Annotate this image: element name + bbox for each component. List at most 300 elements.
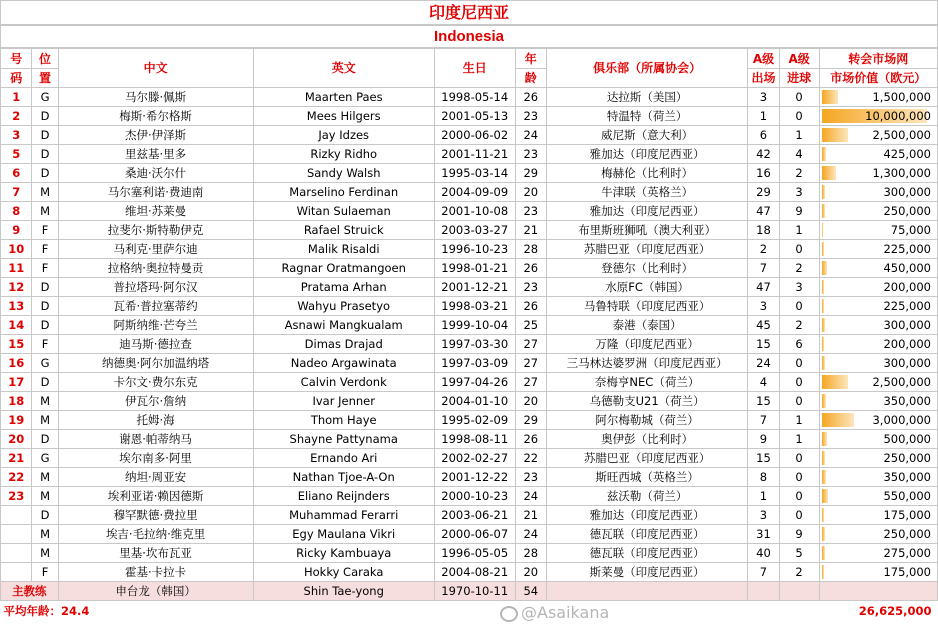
- footer-row: [1, 601, 938, 622]
- player-club: 登德尔（比利时）: [547, 259, 748, 278]
- player-chinese-name: 普拉塔玛·阿尔汉: [58, 278, 253, 297]
- player-apps: 1: [748, 107, 779, 126]
- player-row: [1, 164, 938, 183]
- value-text: 1,500,000: [872, 90, 931, 104]
- player-goals: 4: [779, 145, 819, 164]
- value-text: 225,000: [883, 242, 931, 256]
- player-number: 15: [1, 335, 32, 354]
- player-goals: 3: [779, 278, 819, 297]
- player-market-value: [819, 563, 938, 582]
- player-english-name: Egy Maulana Vikri: [253, 525, 434, 544]
- player-english-name: Marselino Ferdinan: [253, 183, 434, 202]
- player-rows: [1, 88, 938, 582]
- player-chinese-name: 杰伊·伊泽斯: [58, 126, 253, 145]
- value-bar: [822, 90, 838, 104]
- player-position: D: [32, 107, 58, 126]
- player-goals: 0: [779, 468, 819, 487]
- header-apps-2: 出场: [748, 69, 779, 88]
- value-text: 75,000: [890, 223, 931, 237]
- player-row: [1, 468, 938, 487]
- player-english-name: Dimas Drajad: [253, 335, 434, 354]
- value-text: 550,000: [883, 489, 931, 503]
- player-english-name: Muhammad Ferarri: [253, 506, 434, 525]
- player-market-value: [819, 373, 938, 392]
- player-market-value: [819, 449, 938, 468]
- player-number: 6: [1, 164, 32, 183]
- player-birthday: 1996-10-23: [434, 240, 515, 259]
- player-row: [1, 297, 938, 316]
- player-market-value: [819, 183, 938, 202]
- value-bar: [822, 261, 827, 275]
- player-row: [1, 430, 938, 449]
- value-bar: [822, 413, 854, 427]
- player-row: [1, 126, 938, 145]
- header-number-2: 码: [1, 69, 32, 88]
- player-apps: 45: [748, 316, 779, 335]
- value-bar: [822, 527, 825, 541]
- player-number: 14: [1, 316, 32, 335]
- value-bar: [822, 223, 823, 237]
- player-club: 兹沃勒（荷兰）: [547, 487, 748, 506]
- player-row: [1, 88, 938, 107]
- value-text: 200,000: [883, 337, 931, 351]
- watermark: [500, 603, 609, 622]
- player-english-name: Rizky Ridho: [253, 145, 434, 164]
- player-age: 24: [515, 525, 546, 544]
- player-age: 20: [515, 183, 546, 202]
- player-position: D: [32, 373, 58, 392]
- player-age: 23: [515, 145, 546, 164]
- player-club: 布里斯班狮吼（澳大利亚）: [547, 221, 748, 240]
- value-bar: [822, 375, 848, 389]
- player-english-name: Malik Risaldi: [253, 240, 434, 259]
- value-bar: [822, 546, 825, 560]
- player-position: G: [32, 354, 58, 373]
- player-apps: 24: [748, 354, 779, 373]
- player-position: D: [32, 297, 58, 316]
- player-english-name: Asnawi Mangkualam: [253, 316, 434, 335]
- coach-value-empty: [819, 582, 938, 601]
- value-bar: [822, 128, 848, 142]
- player-club: 斯莱曼（印度尼西亚）: [547, 563, 748, 582]
- player-position: G: [32, 88, 58, 107]
- player-birthday: 2000-10-23: [434, 487, 515, 506]
- value-text: 350,000: [883, 470, 931, 484]
- player-club: 阿尔梅勒城（荷兰）: [547, 411, 748, 430]
- player-goals: 2: [779, 259, 819, 278]
- player-birthday: 1999-10-04: [434, 316, 515, 335]
- player-chinese-name: 阿斯纳维·芒夸兰: [58, 316, 253, 335]
- player-age: 21: [515, 506, 546, 525]
- player-row: [1, 278, 938, 297]
- player-market-value: [819, 525, 938, 544]
- value-text: 2,500,000: [872, 375, 931, 389]
- player-position: D: [32, 506, 58, 525]
- player-birthday: 1998-08-11: [434, 430, 515, 449]
- player-goals: 0: [779, 88, 819, 107]
- player-club: 万隆（印度尼西亚）: [547, 335, 748, 354]
- player-goals: 2: [779, 316, 819, 335]
- value-text: 175,000: [883, 508, 931, 522]
- player-market-value: [819, 335, 938, 354]
- player-age: 20: [515, 563, 546, 582]
- player-birthday: 2004-01-10: [434, 392, 515, 411]
- player-english-name: Ricky Kambuaya: [253, 544, 434, 563]
- player-english-name: Mees Hilgers: [253, 107, 434, 126]
- player-english-name: Nadeo Argawinata: [253, 354, 434, 373]
- player-club: 达拉斯（美国）: [547, 88, 748, 107]
- value-bar: [822, 489, 828, 503]
- player-position: M: [32, 525, 58, 544]
- player-row: [1, 240, 938, 259]
- player-apps: 7: [748, 563, 779, 582]
- player-english-name: Rafael Struick: [253, 221, 434, 240]
- player-english-name: Ragnar Oratmangoen: [253, 259, 434, 278]
- player-goals: 9: [779, 202, 819, 221]
- player-apps: 47: [748, 202, 779, 221]
- player-row: [1, 544, 938, 563]
- player-row: [1, 449, 938, 468]
- sheet-subtitle: Indonesia: [0, 25, 938, 48]
- player-english-name: Ivar Jenner: [253, 392, 434, 411]
- header-english-name: 英文: [253, 49, 434, 88]
- player-chinese-name: 埃吉·毛拉纳·维克里: [58, 525, 253, 544]
- player-number: 17: [1, 373, 32, 392]
- player-market-value: [819, 107, 938, 126]
- player-birthday: 2001-05-13: [434, 107, 515, 126]
- value-text: 175,000: [883, 565, 931, 579]
- value-bar: [822, 185, 825, 199]
- value-bar: [822, 242, 824, 256]
- player-row: [1, 183, 938, 202]
- player-club: 牛津联（英格兰）: [547, 183, 748, 202]
- player-age: 27: [515, 354, 546, 373]
- player-club: 水原FC（韩国）: [547, 278, 748, 297]
- player-birthday: 1998-05-14: [434, 88, 515, 107]
- value-bar: [822, 280, 824, 294]
- player-position: M: [32, 411, 58, 430]
- coach-chinese-name: 申台龙（韩国）: [58, 582, 253, 601]
- player-chinese-name: 谢恩·帕蒂纳马: [58, 430, 253, 449]
- player-row: [1, 354, 938, 373]
- header-value-2: 市场价值（欧元）: [819, 69, 938, 88]
- player-row: [1, 373, 938, 392]
- player-apps: 2: [748, 240, 779, 259]
- player-market-value: [819, 392, 938, 411]
- player-goals: 1: [779, 126, 819, 145]
- value-text: 275,000: [883, 546, 931, 560]
- player-number: 2: [1, 107, 32, 126]
- player-birthday: 2001-12-21: [434, 278, 515, 297]
- player-chinese-name: 迪马斯·德拉查: [58, 335, 253, 354]
- player-number: 11: [1, 259, 32, 278]
- player-apps: 3: [748, 88, 779, 107]
- player-birthday: 2001-12-22: [434, 468, 515, 487]
- player-birthday: 2004-08-21: [434, 563, 515, 582]
- player-apps: 15: [748, 392, 779, 411]
- player-apps: 47: [748, 278, 779, 297]
- player-market-value: [819, 259, 938, 278]
- player-row: [1, 506, 938, 525]
- player-club: 乌德勒支U21（荷兰）: [547, 392, 748, 411]
- player-apps: 40: [748, 544, 779, 563]
- player-birthday: 2001-10-08: [434, 202, 515, 221]
- value-text: 200,000: [883, 280, 931, 294]
- player-position: F: [32, 335, 58, 354]
- player-number: 16: [1, 354, 32, 373]
- player-chinese-name: 桑迪·沃尔什: [58, 164, 253, 183]
- player-number: 13: [1, 297, 32, 316]
- player-number: 8: [1, 202, 32, 221]
- player-goals: 1: [779, 411, 819, 430]
- player-market-value: [819, 126, 938, 145]
- player-club: 马鲁特联（印度尼西亚）: [547, 297, 748, 316]
- player-market-value: [819, 468, 938, 487]
- player-club: 苏腊巴亚（印度尼西亚）: [547, 449, 748, 468]
- player-apps: 6: [748, 126, 779, 145]
- player-club: 奈梅亨NEC（荷兰）: [547, 373, 748, 392]
- player-position: D: [32, 430, 58, 449]
- player-birthday: 1997-03-30: [434, 335, 515, 354]
- player-birthday: 1995-02-09: [434, 411, 515, 430]
- player-number: 20: [1, 430, 32, 449]
- player-english-name: Pratama Arhan: [253, 278, 434, 297]
- footer-spacer: [434, 601, 819, 622]
- player-chinese-name: 瓦希·普拉塞蒂约: [58, 297, 253, 316]
- player-goals: 0: [779, 506, 819, 525]
- player-club: 德瓦联（印度尼西亚）: [547, 525, 748, 544]
- player-chinese-name: 梅斯·希尔格斯: [58, 107, 253, 126]
- player-market-value: [819, 487, 938, 506]
- value-bar: [822, 508, 824, 522]
- player-number: 1: [1, 88, 32, 107]
- player-club: 特温特（荷兰）: [547, 107, 748, 126]
- player-age: 28: [515, 544, 546, 563]
- value-text: 425,000: [883, 147, 931, 161]
- value-text: 300,000: [883, 185, 931, 199]
- player-english-name: Sandy Walsh: [253, 164, 434, 183]
- player-apps: 29: [748, 183, 779, 202]
- value-text: 250,000: [883, 204, 931, 218]
- player-chinese-name: 拉格纳·奥拉特曼贡: [58, 259, 253, 278]
- player-goals: 6: [779, 335, 819, 354]
- player-age: 27: [515, 373, 546, 392]
- player-row: [1, 525, 938, 544]
- header-age-2: 龄: [515, 69, 546, 88]
- player-row: [1, 259, 938, 278]
- player-position: M: [32, 202, 58, 221]
- player-club: 斯旺西城（英格兰）: [547, 468, 748, 487]
- player-chinese-name: 马尔滕·佩斯: [58, 88, 253, 107]
- player-number: 18: [1, 392, 32, 411]
- player-row: [1, 107, 938, 126]
- player-row: [1, 316, 938, 335]
- player-number: 9: [1, 221, 32, 240]
- value-bar: [822, 451, 825, 465]
- player-number: 22: [1, 468, 32, 487]
- header-goals: A级: [779, 49, 819, 69]
- player-position: D: [32, 145, 58, 164]
- player-goals: 1: [779, 430, 819, 449]
- player-position: D: [32, 126, 58, 145]
- player-age: 22: [515, 449, 546, 468]
- player-position: M: [32, 183, 58, 202]
- player-age: 26: [515, 430, 546, 449]
- player-english-name: Hokky Caraka: [253, 563, 434, 582]
- player-birthday: 2000-06-07: [434, 525, 515, 544]
- player-chinese-name: 纳德奥·阿尔加温纳塔: [58, 354, 253, 373]
- player-position: F: [32, 259, 58, 278]
- player-goals: 0: [779, 487, 819, 506]
- player-age: 25: [515, 316, 546, 335]
- player-apps: 15: [748, 449, 779, 468]
- player-birthday: 2004-09-09: [434, 183, 515, 202]
- coach-club-empty: [547, 582, 748, 601]
- player-market-value: [819, 164, 938, 183]
- player-english-name: Shayne Pattynama: [253, 430, 434, 449]
- player-position: M: [32, 392, 58, 411]
- player-market-value: [819, 506, 938, 525]
- player-birthday: 2002-02-27: [434, 449, 515, 468]
- player-chinese-name: 埃尔南多·阿里: [58, 449, 253, 468]
- player-goals: 0: [779, 449, 819, 468]
- player-market-value: [819, 88, 938, 107]
- player-birthday: 2000-06-02: [434, 126, 515, 145]
- player-birthday: 1997-04-26: [434, 373, 515, 392]
- player-age: 28: [515, 240, 546, 259]
- player-market-value: [819, 354, 938, 373]
- player-number: 5: [1, 145, 32, 164]
- player-chinese-name: 霍基·卡拉卡: [58, 563, 253, 582]
- player-birthday: 2003-06-21: [434, 506, 515, 525]
- player-apps: 1: [748, 487, 779, 506]
- player-position: M: [32, 544, 58, 563]
- player-age: 29: [515, 164, 546, 183]
- player-age: 23: [515, 468, 546, 487]
- weibo-icon: [500, 606, 518, 622]
- player-age: 21: [515, 221, 546, 240]
- player-english-name: Maarten Paes: [253, 88, 434, 107]
- player-goals: 1: [779, 221, 819, 240]
- watermark-text: @Asaikana: [521, 603, 610, 622]
- player-club: 苏腊巴亚（印度尼西亚）: [547, 240, 748, 259]
- player-number: 12: [1, 278, 32, 297]
- player-goals: 9: [779, 525, 819, 544]
- player-number: 7: [1, 183, 32, 202]
- sheet-title: 印度尼西亚: [0, 0, 938, 25]
- player-market-value: [819, 202, 938, 221]
- value-bar: [822, 337, 824, 351]
- value-text: 300,000: [883, 318, 931, 332]
- player-age: 23: [515, 107, 546, 126]
- player-row: [1, 335, 938, 354]
- coach-goals-empty: [779, 582, 819, 601]
- value-text: 1,300,000: [872, 166, 931, 180]
- player-apps: 16: [748, 164, 779, 183]
- player-apps: 42: [748, 145, 779, 164]
- player-market-value: [819, 544, 938, 563]
- player-market-value: [819, 411, 938, 430]
- value-bar: [822, 299, 824, 313]
- coach-birthday: 1970-10-11: [434, 582, 515, 601]
- value-bar: [822, 394, 826, 408]
- player-age: 26: [515, 88, 546, 107]
- header-position: 位: [32, 49, 58, 69]
- value-bar: [822, 166, 836, 180]
- player-club: 三马林达婆罗洲（印度尼西亚）: [547, 354, 748, 373]
- player-number: [1, 506, 32, 525]
- player-chinese-name: 埃利亚诺·赖因德斯: [58, 487, 253, 506]
- player-goals: 0: [779, 354, 819, 373]
- player-birthday: 1997-03-09: [434, 354, 515, 373]
- player-goals: 0: [779, 373, 819, 392]
- player-position: M: [32, 487, 58, 506]
- player-goals: 5: [779, 544, 819, 563]
- player-row: [1, 145, 938, 164]
- player-club: 雅加达（印度尼西亚）: [547, 202, 748, 221]
- player-chinese-name: 马利克·里萨尔迪: [58, 240, 253, 259]
- player-english-name: Jay Idzes: [253, 126, 434, 145]
- player-age: 24: [515, 487, 546, 506]
- player-club: 雅加达（印度尼西亚）: [547, 145, 748, 164]
- value-text: 225,000: [883, 299, 931, 313]
- total-value: 26,625,000: [858, 604, 932, 618]
- player-age: 23: [515, 202, 546, 221]
- value-bar: [822, 470, 826, 484]
- player-row: [1, 202, 938, 221]
- value-text: 350,000: [883, 394, 931, 408]
- player-position: G: [32, 449, 58, 468]
- header-age: 年: [515, 49, 546, 69]
- player-english-name: Witan Sulaeman: [253, 202, 434, 221]
- player-chinese-name: 里基·坎布瓦亚: [58, 544, 253, 563]
- player-market-value: [819, 430, 938, 449]
- header-value: 转会市场网: [819, 49, 938, 69]
- header-number: 号: [1, 49, 32, 69]
- value-bar: [822, 318, 825, 332]
- player-number: 21: [1, 449, 32, 468]
- player-number: [1, 544, 32, 563]
- coach-english-name: Shin Tae-yong: [253, 582, 434, 601]
- header-goals-2: 进球: [779, 69, 819, 88]
- player-position: F: [32, 563, 58, 582]
- player-apps: 8: [748, 468, 779, 487]
- player-age: 24: [515, 126, 546, 145]
- player-age: 20: [515, 392, 546, 411]
- header-chinese-name: 中文: [58, 49, 253, 88]
- squad-table: [0, 48, 938, 621]
- player-number: 3: [1, 126, 32, 145]
- player-apps: 3: [748, 506, 779, 525]
- player-goals: 0: [779, 392, 819, 411]
- player-club: 梅赫伦（比利时）: [547, 164, 748, 183]
- player-birthday: 1998-03-21: [434, 297, 515, 316]
- player-age: 26: [515, 259, 546, 278]
- player-row: [1, 487, 938, 506]
- player-birthday: 1996-05-05: [434, 544, 515, 563]
- value-text: 500,000: [883, 432, 931, 446]
- player-chinese-name: 纳坦·周亚安: [58, 468, 253, 487]
- player-position: F: [32, 240, 58, 259]
- player-position: F: [32, 221, 58, 240]
- value-text: 250,000: [883, 527, 931, 541]
- coach-row: [1, 582, 938, 601]
- player-english-name: Wahyu Prasetyo: [253, 297, 434, 316]
- player-row: [1, 411, 938, 430]
- coach-label: 主教练: [1, 582, 59, 601]
- player-english-name: Thom Haye: [253, 411, 434, 430]
- value-bar: [822, 204, 825, 218]
